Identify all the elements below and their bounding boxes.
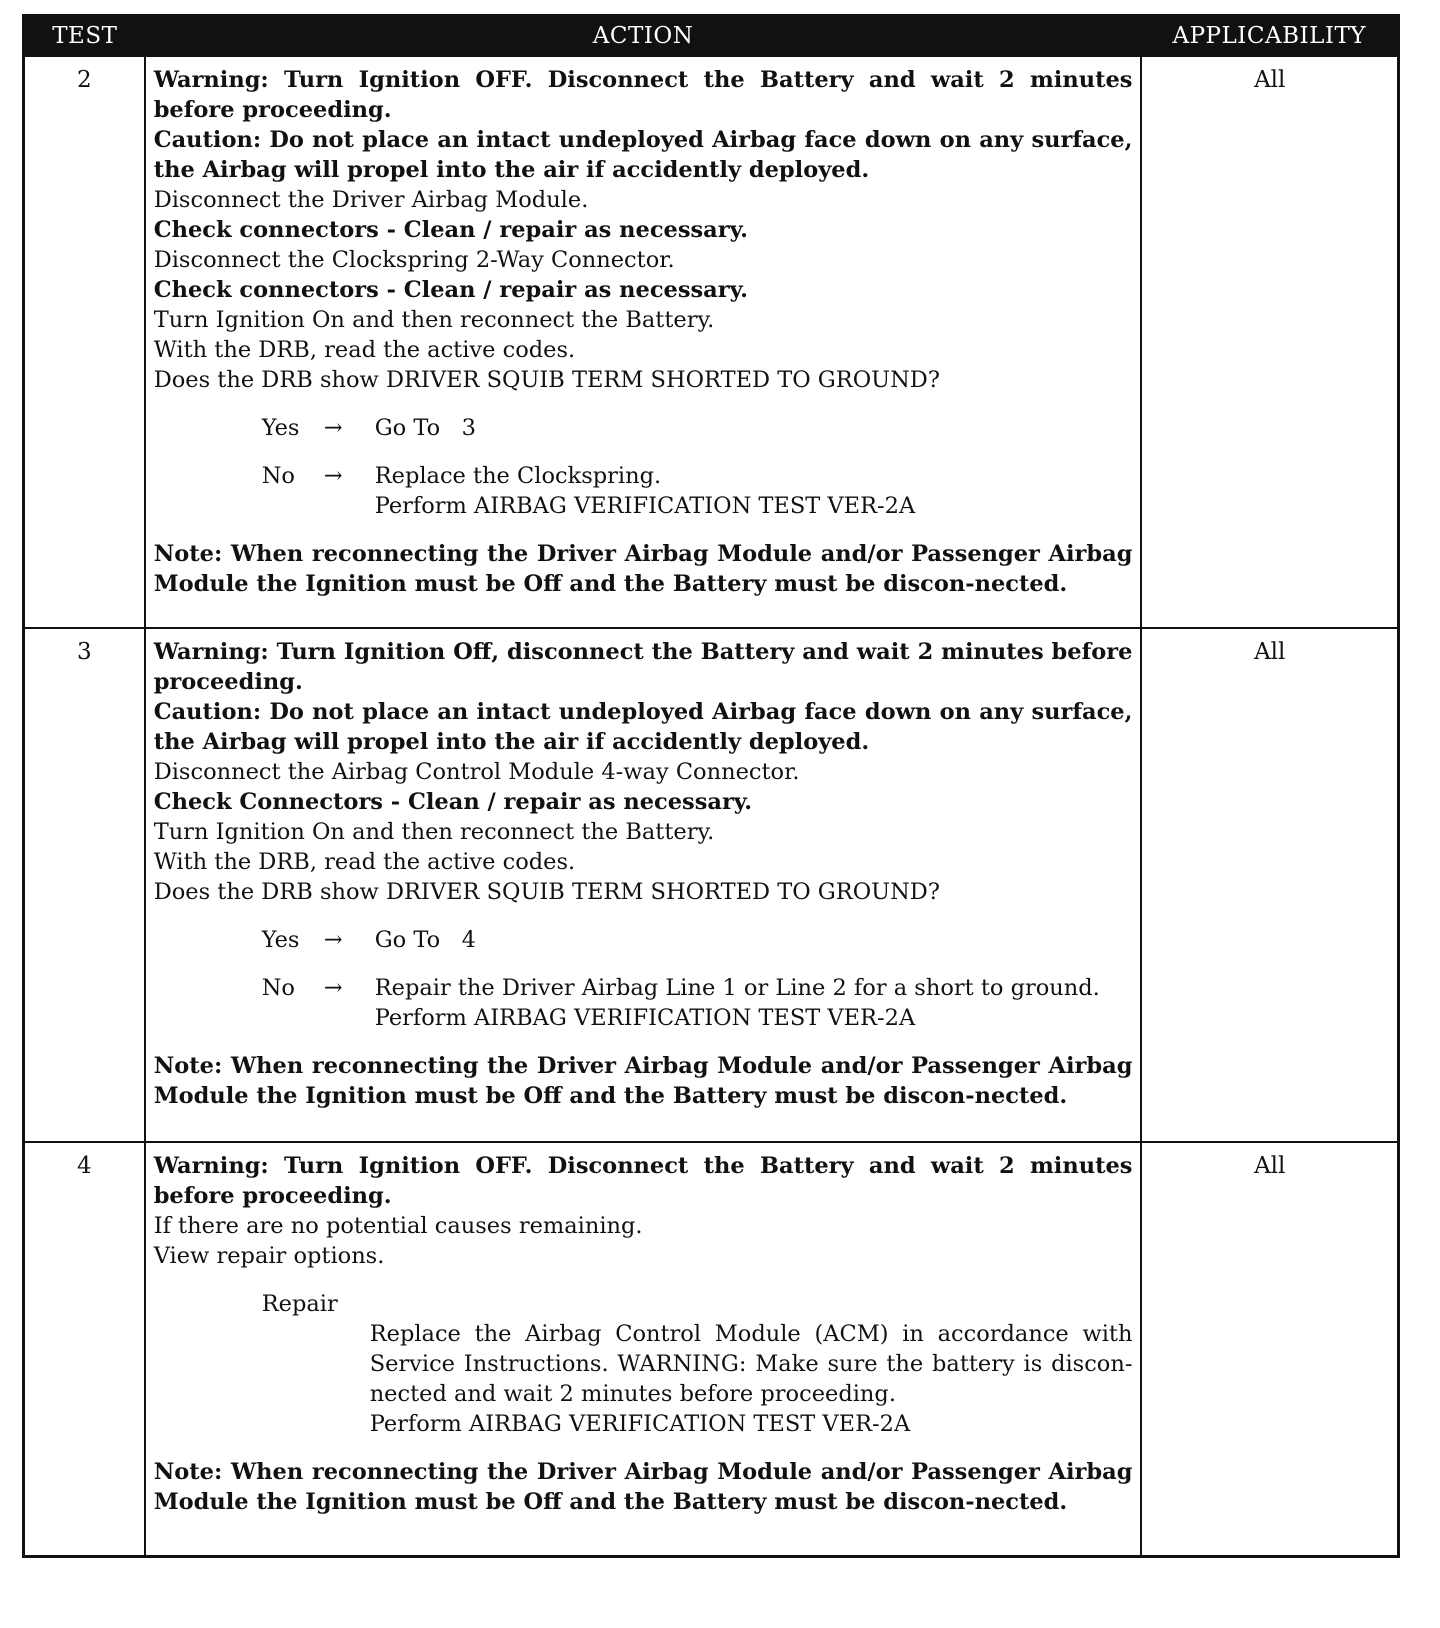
step: Turn Ignition On and then reconnect the Battery. (153, 819, 715, 845)
no-result-verification: Perform AIRBAG VERIFICATION TEST VER-2A (374, 1005, 916, 1031)
caution-text: Caution: Do not place an intact undeployed Airbag face down on any surface, the Airbag will propel into the air if accidently deployed. (153, 127, 1133, 183)
note-text: Note: When reconnecting the Driver Airbag Module and/or Passenger Airbag Module the Ignition must be Off and the Battery must be discon-nected. (153, 1053, 1133, 1109)
test-number: 3 (24, 628, 145, 1142)
repair-verification: Perform AIRBAG VERIFICATION TEST VER-2A (369, 1411, 911, 1437)
no-branch (154, 461, 1133, 521)
table-row (24, 56, 1399, 628)
step: Disconnect the Airbag Control Module 4-way Connector. (153, 759, 800, 785)
step: Check connectors - Clean / repair as necessary. (153, 277, 748, 303)
diagnostic-sheet (22, 14, 1400, 1558)
step: With the DRB, read the active codes. (153, 337, 576, 363)
test-number: 2 (24, 56, 145, 628)
step: Check Connectors - Clean / repair as necessary. (153, 789, 753, 815)
no-result-verification: Perform AIRBAG VERIFICATION TEST VER-2A (374, 493, 916, 519)
step: Disconnect the Driver Airbag Module. (153, 187, 589, 213)
repair-instructions: Replace the Airbag Control Module (ACM) in accordance with Service Instructions. WARNING: Make sure the battery is discon-nected and wait 2 minutes before proceeding. (369, 1321, 1133, 1407)
table-row (24, 1142, 1399, 1556)
action-cell (145, 1142, 1142, 1556)
step: With the DRB, read the active codes. (153, 849, 576, 875)
yes-branch (154, 925, 1133, 955)
arrow-right-icon: → (323, 415, 343, 441)
step: Check connectors - Clean / repair as necessary. (153, 217, 748, 243)
step: If there are no potential causes remaining. (153, 1213, 643, 1239)
action-cell (145, 628, 1142, 1142)
warning-text: Warning: Turn Ignition OFF. Disconnect the Battery and wait 2 minutes before proceeding. (153, 1153, 1133, 1209)
no-label: No (261, 975, 295, 1001)
step: Turn Ignition On and then reconnect the Battery. (153, 307, 715, 333)
yes-label: Yes (261, 415, 300, 441)
arrow-right-icon: → (323, 975, 343, 1001)
question: Does the DRB show DRIVER SQUIB TERM SHORTED TO GROUND? (153, 879, 940, 905)
yes-result: Go To 3 (374, 415, 476, 441)
action-cell (145, 56, 1142, 628)
repair-label: Repair (261, 1291, 338, 1317)
yes-result: Go To 4 (374, 927, 476, 953)
note-text: Note: When reconnecting the Driver Airbag Module and/or Passenger Airbag Module the Ignition must be Off and the Battery must be discon-nected. (153, 1459, 1133, 1515)
yes-label: Yes (261, 927, 300, 953)
no-label: No (261, 463, 295, 489)
header-test: TEST (24, 16, 145, 57)
no-result: Replace the Clockspring. (374, 463, 662, 489)
no-branch (154, 973, 1133, 1033)
header-applicability: APPLICABILITY (1141, 16, 1398, 57)
header-row (24, 16, 1399, 57)
step: View repair options. (153, 1243, 385, 1269)
note-text: Note: When reconnecting the Driver Airbag Module and/or Passenger Airbag Module the Ignition must be Off and the Battery must be discon-nected. (153, 541, 1133, 597)
question: Does the DRB show DRIVER SQUIB TERM SHORTED TO GROUND? (153, 367, 940, 393)
applicability-value: All (1141, 56, 1398, 628)
arrow-right-icon: → (323, 927, 343, 953)
table-row (24, 628, 1399, 1142)
header-action: ACTION (145, 16, 1142, 57)
test-number: 4 (24, 1142, 145, 1556)
caution-text: Caution: Do not place an intact undeployed Airbag face down on any surface, the Airbag will propel into the air if accidently deployed. (153, 699, 1133, 755)
yes-branch (154, 413, 1133, 443)
repair-option (154, 1289, 1133, 1439)
no-result: Repair the Driver Airbag Line 1 or Line 2 for a short to ground. (374, 975, 1100, 1001)
diagnostic-table (22, 14, 1400, 1558)
warning-text: Warning: Turn Ignition OFF. Disconnect the Battery and wait 2 minutes before proceeding. (153, 67, 1133, 123)
applicability-value: All (1141, 1142, 1398, 1556)
arrow-right-icon: → (323, 463, 343, 489)
step: Disconnect the Clockspring 2-Way Connector. (153, 247, 675, 273)
applicability-value: All (1141, 628, 1398, 1142)
warning-text: Warning: Turn Ignition Off, disconnect the Battery and wait 2 minutes before proceeding. (153, 639, 1133, 695)
